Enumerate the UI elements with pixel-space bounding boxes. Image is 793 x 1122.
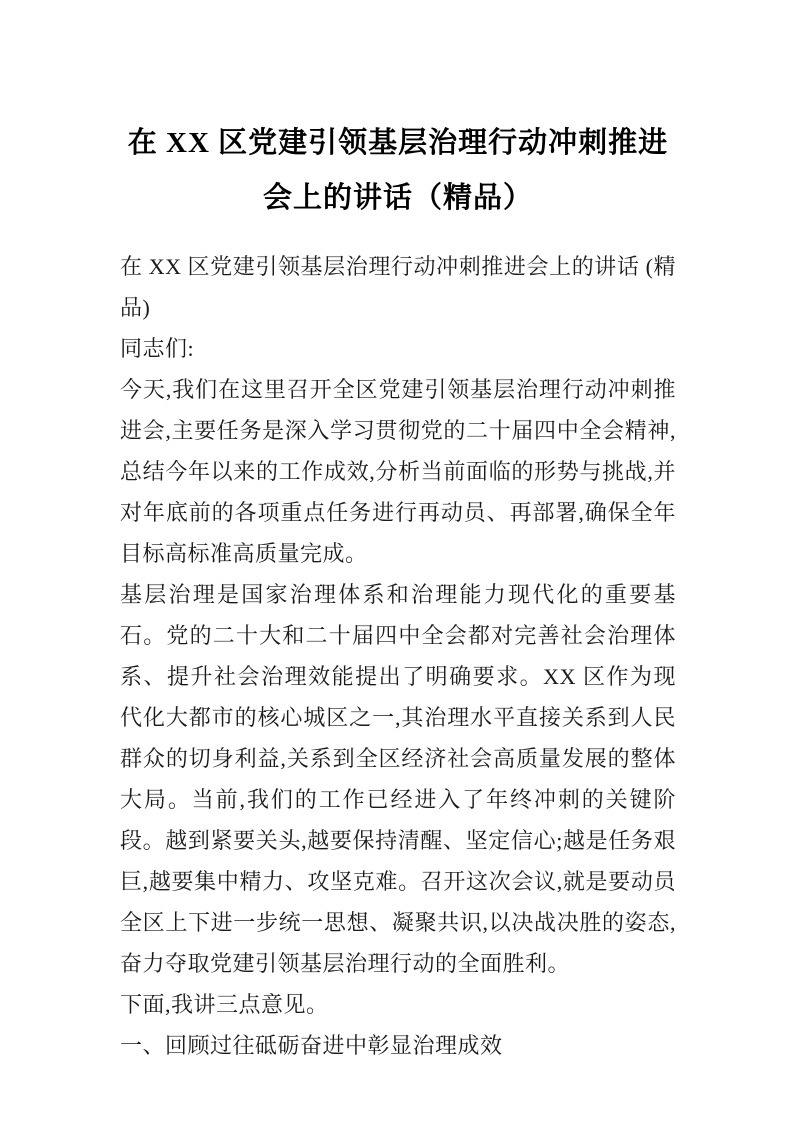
document-body [120, 246, 676, 1066]
section-heading-one: 一、回顾过往砥砺奋进中彰显治理成效 [120, 1033, 503, 1058]
paragraph-three-points-lead-in: 下面,我讲三点意见。 [120, 992, 329, 1017]
paragraph-salutation: 同志们: [120, 336, 195, 361]
paragraph-repeated-title: 在 XX 区党建引领基层治理行动冲刺推进会上的讲话 (精品) [120, 254, 676, 320]
paragraph-meeting-purpose: 今天,我们在这里召开全区党建引领基层治理行动冲刺推进会,主要任务是深入学习贯彻党的二十届四中全会精神,总结今年以来的工作成效,分析当前面临的形势与挑战,并对年底前的各项重点任务进行再动员、再部署,确保全年目标高标准高质量完成。 [120, 377, 676, 566]
document-title: 在 XX 区党建引领基层治理行动冲刺推进会上的讲话（精品） [127, 127, 669, 214]
paragraph-governance-context: 基层治理是国家治理体系和治理能力现代化的重要基石。党的二十大和二十届四中全会都对完善社会治理体系、提升社会治理效能提出了明确要求。XX 区作为现代化大都市的核心城区之一,其治理水平直接关系到人民群众的切身利益,关系到全区经济社会高质量发展的整体大局。当前,我们的工作已经进入了年终冲刺的关键阶段。越到紧要关头,越要保持清醒、坚定信心;越是任务艰巨,越要集中精力、攻坚克难。召开这次会议,就是要动员全区上下进一步统一思想、凝聚共识,以决战决胜的姿态,奋力夺取党建引领基层治理行动的全面胜利。 [120, 582, 676, 976]
